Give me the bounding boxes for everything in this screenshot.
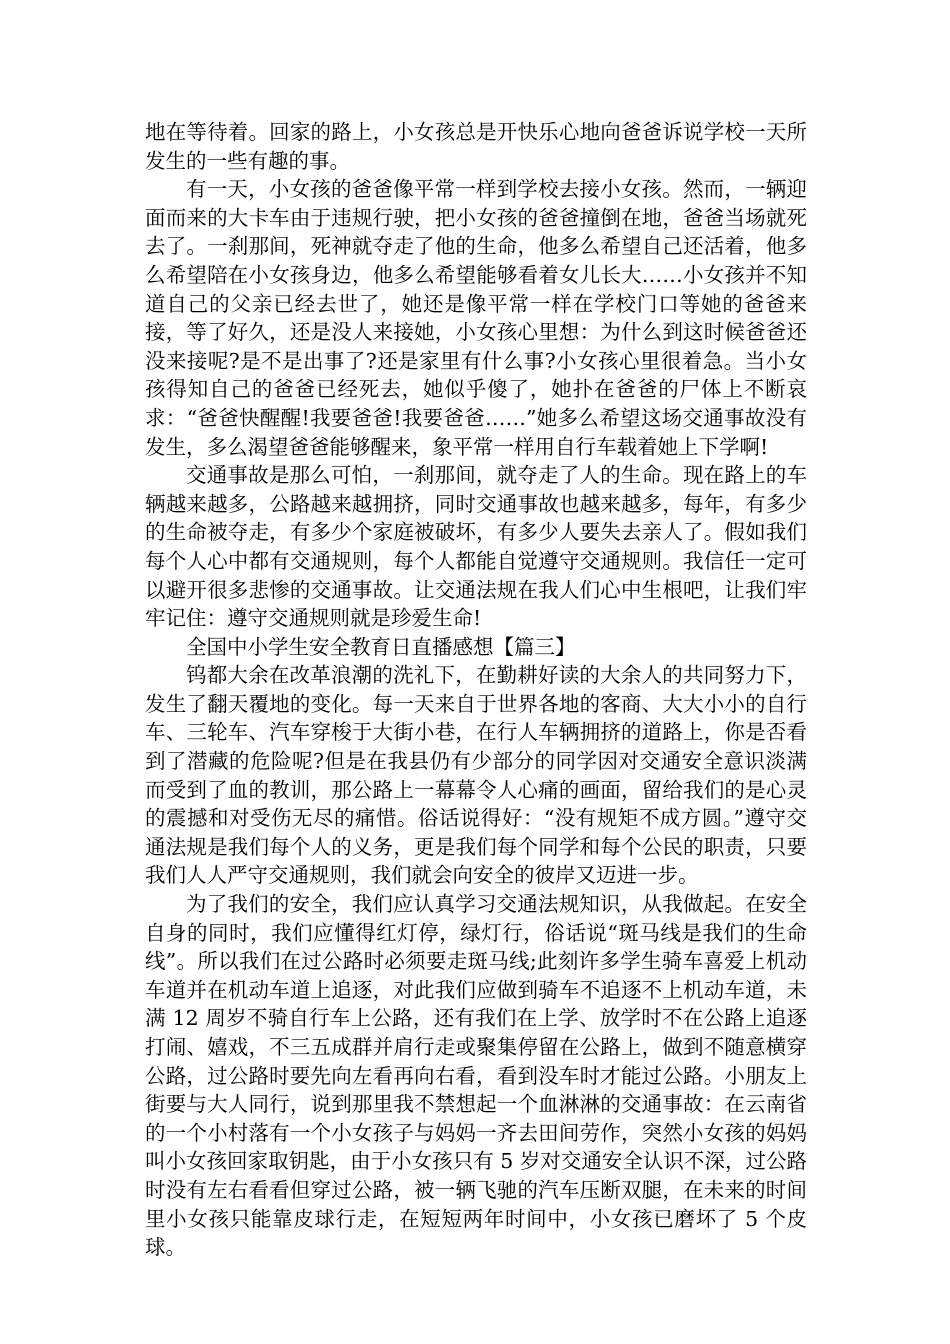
- paragraph-safety-tips: 为了我们的安全，我们应认真学习交通法规知识，从我做起。在安全自身的同时，我们应懂得红灯停，绿灯行，俗话说“斑马线是我们的生命线”。所以我们在过公路时必须要走斑马线;此刻许多学生骑车喜爱上机动车道并在机动车道上追逐，对此我们应做到骑车不追逐不上机动车道，未满 12 周岁不骑自行车上公路，还有我们在上学、放学时不在公路上追逐打闹、嬉戏，不三五成群并肩行走或聚集停留在公路上，做到不随意横穿公路，过公路时要先向左看再向右看，看到没车时才能过公路。小朋友上街要与大人同行，说到那里我不禁想起一个血淋淋的交通事故：在云南省的一个小村落有一个小女孩子与妈妈一齐去田间劳作，突然小女孩的妈妈叫小女孩回家取钥匙，由于小女孩只有 5 岁对交通安全认识不深，过公路时没有左右看看但穿过公路，被一辆飞驰的汽车压断双腿，在未来的时间里小女孩只能靠皮球行走，在短短两年时间中，小女孩已磨坏了 5 个皮球。: [145, 892, 807, 1260]
- document-page: [145, 118, 807, 1262]
- paragraph-accident-story: 有一天，小女孩的爸爸像平常一样到学校去接小女孩。然而，一辆迎面而来的大卡车由于违规行驶，把小女孩的爸爸撞倒在地，爸爸当场就死去了。一刹那间，死神就夺走了他的生命，他多么希望自己还活着，他多么希望陪在小女孩身边，他多么希望能够看着女儿长大……小女孩并不知道自己的父亲已经去世了，她还是像平常一样在学校门口等她的爸爸来接，等了好久，还是没人来接她，小女孩心里想：为什么到这时候爸爸还没来接呢?是不是出事了?还是家里有什么事?小女孩心里很着急。当小女孩得知自己的爸爸已经死去，她似乎傻了，她扑在爸爸的尸体上不断哀求：“爸爸快醒醒!我要爸爸!我要爸爸……”她多么希望这场交通事故没有发生，多么渴望爸爸能够醒来，象平常一样用自行车载着她上下学啊!: [145, 177, 807, 459]
- section-heading: 全国中小学生安全教育日直播感想【篇三】: [186, 634, 576, 659]
- paragraph-dayu: 钨都大余在改革浪潮的洗礼下，在勤耕好读的大余人的共同努力下，发生了翻天覆地的变化。每一天来自于世界各地的客商、大大小小的自行车、三轮车、汽车穿梭于大街小巷，在行人车辆拥挤的道路上，你是否看到了潜藏的危险呢?但是在我县仍有少部分的同学因对交通安全意识淡满而受到了血的教训，那公路上一幕幕令人心痛的画面，留给我们的是心灵的震撼和对受伤无尽的痛惜。俗话说得好：“没有规矩不成方圆。”遵守交通法规是我们每个人的义务，更是我们每个同学和每个公民的职责，只要我们人人严守交通规则，我们就会向安全的彼岸又迈进一步。: [145, 663, 807, 888]
- paragraph-continued: 地在等待着。回家的路上，小女孩总是开快乐心地向爸爸诉说学校一天所发生的一些有趣的事。: [145, 120, 807, 173]
- paragraph-traffic-rules: 交通事故是那么可怕，一刹那间，就夺走了人的生命。现在路上的车辆越来越多，公路越来越拥挤，同时交通事故也越来越多，每年，有多少的生命被夺走，有多少个家庭被破坏，有多少人要失去亲人了。假如我们每个人心中都有交通规则，每个人都能自觉遵守交通规则。我信任一定可以避开很多悲惨的交通事故。让交通法规在我人们心中生根吧，让我们牢牢记住：遵守交通规则就是珍爱生命!: [145, 463, 807, 631]
